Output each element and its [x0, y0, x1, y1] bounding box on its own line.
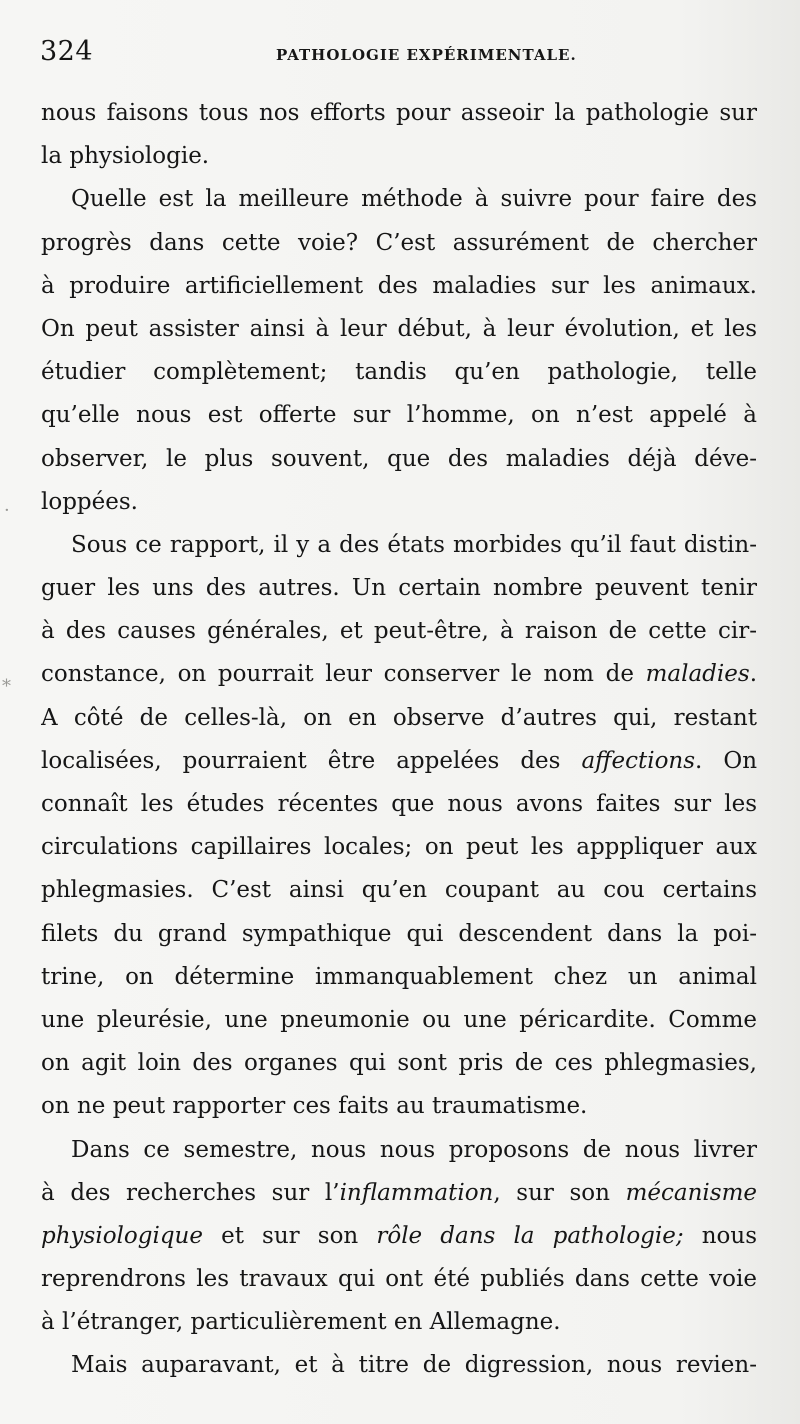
- text-line: étudier complètement; tandis qu’en pathologie, telle: [41, 359, 757, 386]
- italic-term: physiologique: [41, 1222, 203, 1249]
- text-segment: . On: [695, 747, 757, 774]
- text-segment: , sur son: [493, 1179, 626, 1206]
- text-line: [41, 653, 757, 696]
- italic-term: maladies: [645, 661, 750, 688]
- italic-term: mécanisme: [625, 1179, 757, 1206]
- body-text: [41, 92, 757, 1388]
- text-segment: constance, on pourrait leur conserver le nom de: [41, 661, 646, 688]
- italic-term: inflammation: [339, 1179, 494, 1206]
- text-segment: et sur son: [202, 1222, 377, 1249]
- margin-speck: *: [2, 676, 11, 697]
- text-line: une pleurésie, une pneumonie ou une péricardite. Comme: [41, 1006, 757, 1033]
- text-line: trine, on détermine immanquablement chez un animal: [41, 963, 757, 990]
- text-line: à des causes générales, et peut-être, à raison de cette cir-: [41, 618, 757, 645]
- text-line: [41, 1172, 757, 1215]
- text-segment: à des recherches sur l’: [41, 1179, 340, 1206]
- text-line: on ne peut rapporter ces faits au traumatisme.: [41, 1093, 588, 1120]
- text-line: phlegmasies. C’est ainsi qu’en coupant au cou certains: [41, 877, 757, 904]
- text-line: guer les uns des autres. Un certain nombre peuvent tenir: [41, 575, 757, 602]
- text-line: qu’elle nous est offerte sur l’homme, on n’est appelé à: [41, 402, 757, 429]
- text-line: circulations capillaires locales; on peut les apppliquer aux: [41, 834, 757, 861]
- text-line: [41, 740, 757, 783]
- text-line: observer, le plus souvent, que des maladies déjà déve-: [41, 445, 757, 472]
- text-line: A côté de celles-là, on en observe d’autres qui, restant: [41, 704, 757, 731]
- text-line: Dans ce semestre, nous nous proposons de nous livrer: [71, 1136, 757, 1163]
- page-number: 324: [40, 36, 94, 67]
- italic-term: rôle dans la pathologie;: [376, 1222, 684, 1249]
- text-line: reprendrons les travaux qui ont été publiés dans cette voie: [41, 1266, 757, 1293]
- text-line: à l’étranger, particulièrement en Allemagne.: [41, 1309, 561, 1336]
- text-line: Sous ce rapport, il y a des états morbides qu’il faut distin-: [71, 531, 757, 558]
- running-title: PATHOLOGIE EXPÉRIMENTALE.: [276, 46, 577, 64]
- text-line: On peut assister ainsi à leur début, à leur évolution, et les: [41, 315, 757, 342]
- text-line: [41, 1215, 757, 1258]
- text-line: nous faisons tous nos efforts pour asseoir la pathologie sur: [41, 100, 757, 126]
- text-segment: localisées, pourraient être appelées des: [41, 747, 582, 774]
- text-line: loppées.: [41, 488, 138, 515]
- text-line: la physiologie.: [41, 143, 210, 170]
- text-line: on agit loin des organes qui sont pris de ces phlegmasies,: [41, 1050, 757, 1077]
- text-line: connaît les études récentes que nous avons faites sur les: [41, 791, 757, 817]
- text-segment: .: [749, 661, 757, 688]
- text-line: Mais auparavant, et à titre de digression, nous revien-: [71, 1352, 757, 1379]
- margin-speck: ·: [4, 500, 10, 521]
- text-line: filets du grand sympathique qui descendent dans la poi-: [41, 920, 757, 947]
- text-line: Quelle est la meilleure méthode à suivre pour faire des: [71, 186, 757, 213]
- text-line: progrès dans cette voie? C’est assurément de chercher: [41, 229, 757, 256]
- page-header: [40, 36, 760, 76]
- italic-term: affections: [581, 747, 696, 774]
- text-segment: nous: [683, 1222, 757, 1249]
- text-line: à produire artificiellement des maladies sur les animaux.: [41, 272, 757, 299]
